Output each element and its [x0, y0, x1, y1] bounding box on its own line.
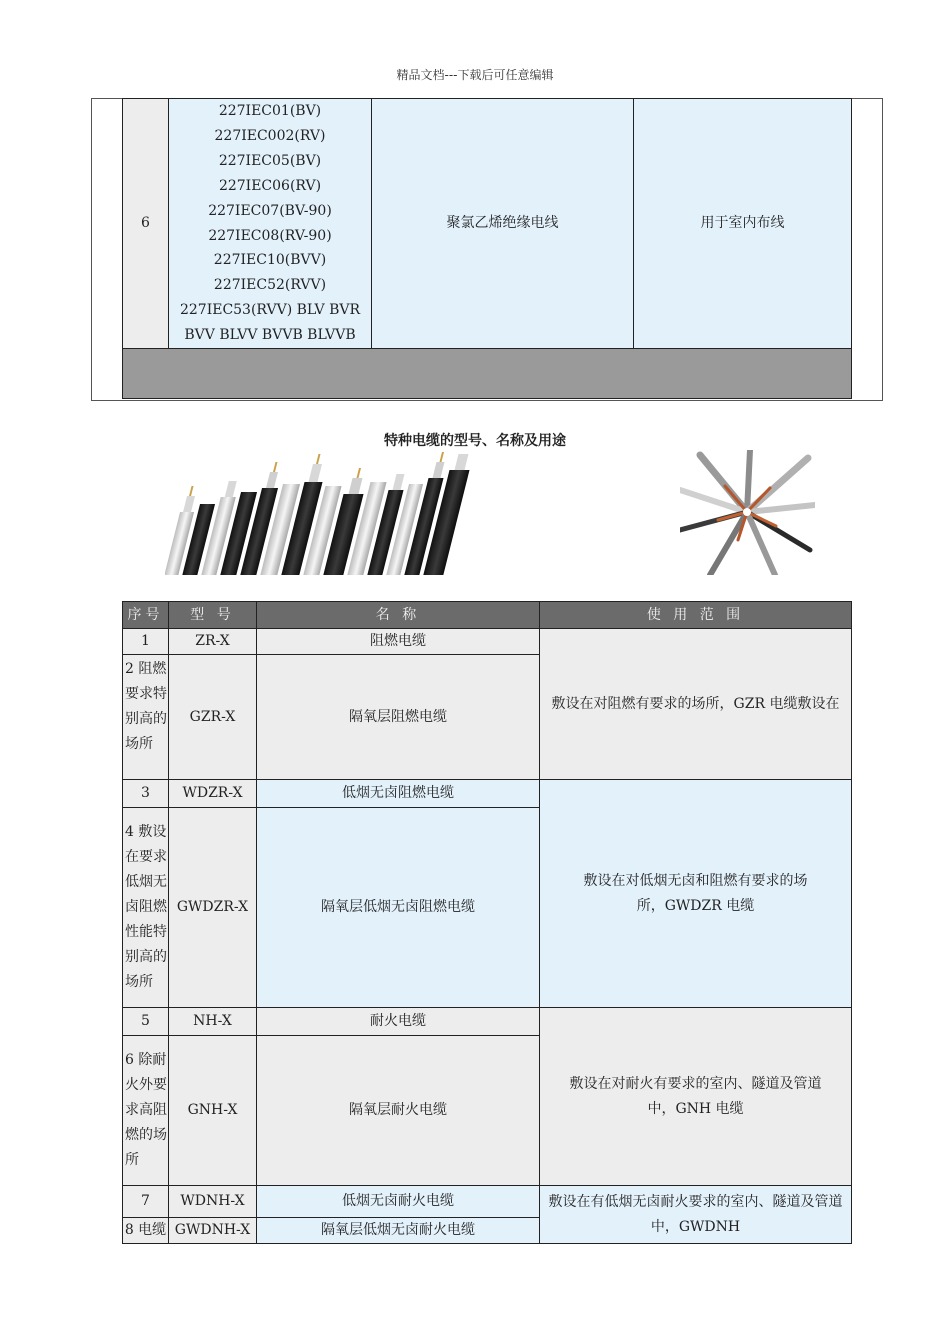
table-row	[123, 1008, 852, 1036]
row-model: NH-X	[169, 1008, 257, 1036]
row-model: WDZR-X	[169, 780, 257, 808]
wire-name: 聚氯乙烯绝缘电线	[372, 99, 634, 349]
models-cell	[169, 99, 372, 349]
row-number: 6	[123, 99, 169, 349]
row-usage: 敷设在对阻燃有要求的场所，GZR 电缆敷设在	[540, 629, 852, 780]
row-number: 2 阻燃要求特别高的场所	[123, 655, 169, 780]
row-name: 低烟无卤耐火电缆	[257, 1186, 540, 1218]
row-name: 耐火电缆	[257, 1008, 540, 1036]
row-name: 隔氧层阻燃电缆	[257, 655, 540, 780]
model-line: 227IEC07(BV-90)	[208, 202, 332, 219]
model-line: 227IEC10(BVV)	[213, 252, 327, 269]
row-usage: 敷设在对低烟无卤和阻燃有要求的场所，GWDZR 电缆	[540, 780, 852, 1008]
row-model: GWDNH-X	[169, 1218, 257, 1244]
gray-bar	[123, 349, 852, 399]
model-line: 227IEC01(BV) 227IEC002(RV)	[214, 103, 326, 144]
row-model: ZR-X	[169, 629, 257, 655]
table-row	[123, 629, 852, 655]
row-model: GWDZR-X	[169, 808, 257, 1008]
model-line: BVV BLVV BVVB BLVVB	[184, 327, 356, 344]
row-usage: 敷设在有低烟无卤耐火要求的室内、隧道及管道中，GWDNH	[540, 1186, 852, 1244]
row-number: 3	[123, 780, 169, 808]
coaxial-cables-photo	[165, 452, 500, 575]
section-title: 特种电缆的型号、名称及用途	[384, 433, 566, 449]
stripped-wires-photo	[680, 450, 815, 575]
page-header: 精品文档---下载后可任意编辑	[396, 68, 554, 82]
row-name: 低烟无卤阻燃电缆	[257, 780, 540, 808]
model-line: 227IEC05(BV) 227IEC06(RV)	[218, 152, 322, 194]
model-line: 227IEC08(RV-90)	[208, 227, 332, 244]
row-number: 8 电缆	[123, 1218, 169, 1244]
row-model: GZR-X	[169, 655, 257, 780]
wire-table	[122, 98, 852, 399]
row-name: 隔氧层低烟无卤阻燃电缆	[257, 808, 540, 1008]
special-cable-table	[122, 601, 852, 1244]
table-row	[123, 1186, 852, 1218]
row-name: 阻燃电缆	[257, 629, 540, 655]
header-number: 序号	[123, 602, 169, 629]
header-name: 名 称	[257, 602, 540, 629]
row-number: 4 敷设在要求低烟无卤阻燃性能特别高的场所	[123, 808, 169, 1008]
model-line: 227IEC52(RVV)	[213, 277, 327, 294]
row-name: 隔氧层耐火电缆	[257, 1036, 540, 1186]
row-model: WDNH-X	[169, 1186, 257, 1218]
header-model: 型 号	[169, 602, 257, 629]
row-number: 5	[123, 1008, 169, 1036]
header-usage: 使 用 范 围	[540, 602, 852, 629]
row-number: 6 除耐火外要求高阻燃的场所	[123, 1036, 169, 1186]
row-number: 7	[123, 1186, 169, 1218]
row-usage: 敷设在对耐火有要求的室内、隧道及管道中，GNH 电缆	[540, 1008, 852, 1186]
row-model: GNH-X	[169, 1036, 257, 1186]
row-name: 隔氧层低烟无卤耐火电缆	[257, 1218, 540, 1244]
wire-usage: 用于室内布线	[634, 99, 852, 349]
model-line: 227IEC53(RVV) BLV BVR	[179, 302, 361, 319]
table-row	[123, 780, 852, 808]
row-number: 1	[123, 629, 169, 655]
